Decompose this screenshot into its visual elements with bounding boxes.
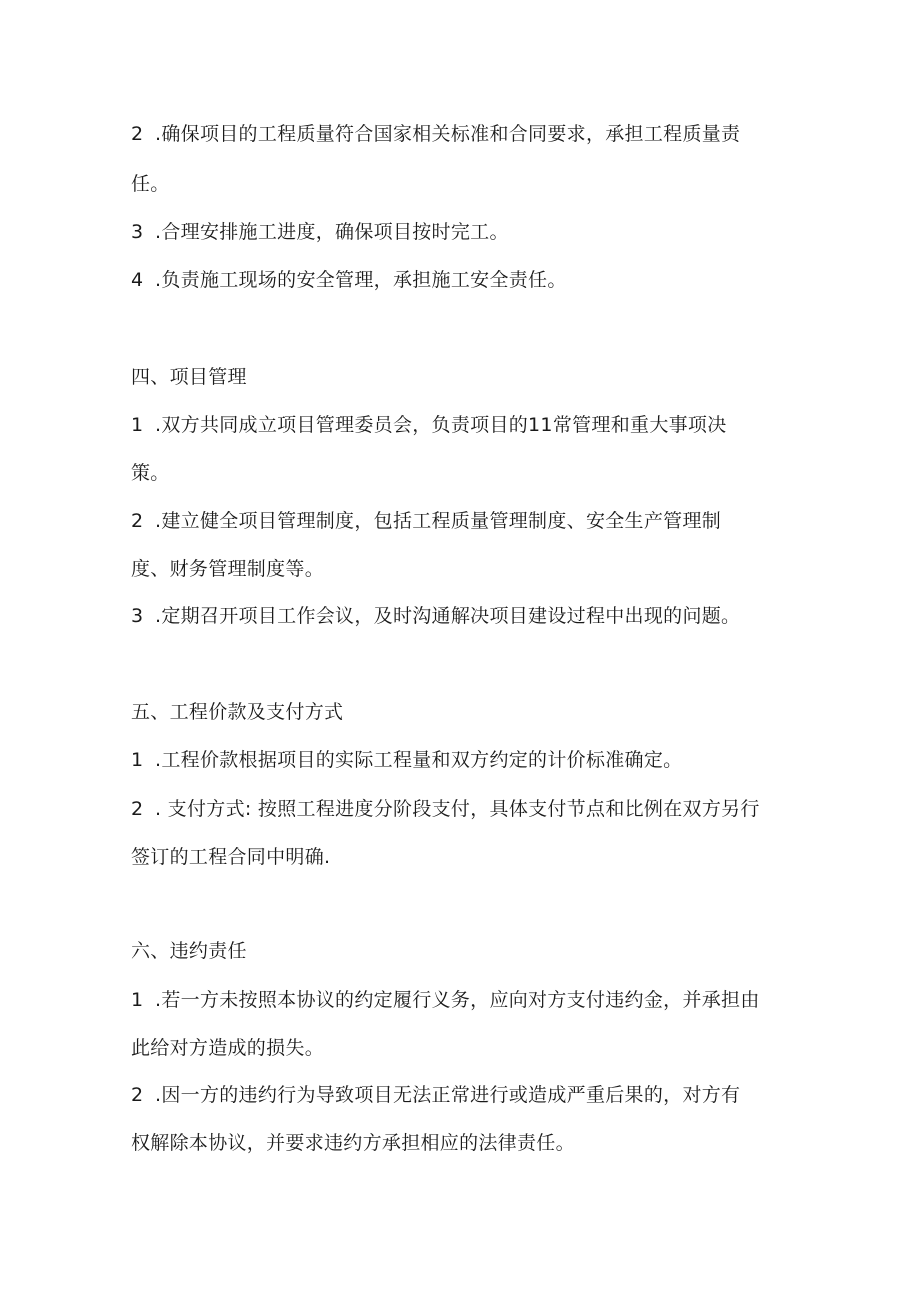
s5-item2-number: 2 [131,798,144,820]
s4-item2-number: 2 [131,510,144,532]
s4-item2-text: .建立健全项目管理制度，包括工程质量管理制度、安全生产管理制 [155,510,722,532]
s4-item3-text: .定期召开项目工作会议，及时沟通解决项目建设过程中出现的问题。 [155,605,741,627]
s3-item2-line2: 任。 [131,173,170,195]
s6-item1-line1 [131,988,760,1012]
s3-item4-line1 [131,268,567,292]
s5-item2-line1 [131,797,760,821]
s4-item3-line1 [131,604,740,628]
s3-item2-text: .确保项目的工程质量符合国家相关标准和合同要求，承担工程质量责 [155,123,741,145]
s6-item2-line2: 权解除本协议，并要求违约方承担相应的法律责任。 [131,1132,575,1154]
s6-item1-number: 1 [131,989,144,1011]
s3-item4-number: 4 [131,269,144,291]
s4-item2-line1 [131,509,721,533]
s4-item3-number: 3 [131,605,144,627]
s3-item2-number: 2 [131,123,144,145]
section6-heading: 六、违约责任 [131,940,247,962]
section4-heading: 四、项目管理 [131,366,247,388]
section5-heading: 五、工程价款及支付方式 [131,701,344,723]
s4-item1-line2: 策。 [131,462,170,484]
s4-item1-text: .双方共同成立项目管理委员会，负责项目的11常管理和重大事项决 [155,414,727,436]
s6-item2-text: .因一方的违约行为导致项目无法正常进行或造成严重后果的，对方有 [155,1084,741,1106]
s6-item2-number: 2 [131,1084,144,1106]
s4-item2-line2: 度、财务管理制度等。 [131,558,325,580]
s3-item4-text: .负责施工现场的安全管理，承担施工安全责任。 [155,269,567,291]
s6-item2-line1 [131,1083,740,1107]
s5-item1-line1 [131,748,682,772]
s6-item1-text: .若一方未按照本协议的约定履行义务，应向对方支付违约金，并承担由 [155,989,760,1011]
s3-item3-number: 3 [131,221,144,243]
s3-item3-text: .合理安排施工进度，确保项目按时完工。 [155,221,509,243]
s3-item2-line1 [131,122,740,146]
s4-item1-line1 [131,413,727,437]
s6-item1-line2: 此给对方造成的损失。 [131,1037,325,1059]
s5-item2-text: . 支付方式: 按照工程进度分阶段支付，具体支付节点和比例在双方另行 [155,798,760,820]
s4-item1-number: 1 [131,414,144,436]
s5-item2-line2: 签订的工程合同中明确. [131,846,331,868]
s5-item1-text: .工程价款根据项目的实际工程量和双方约定的计价标准确定。 [155,749,683,771]
s3-item3-line1 [131,220,509,244]
s5-item1-number: 1 [131,749,144,771]
